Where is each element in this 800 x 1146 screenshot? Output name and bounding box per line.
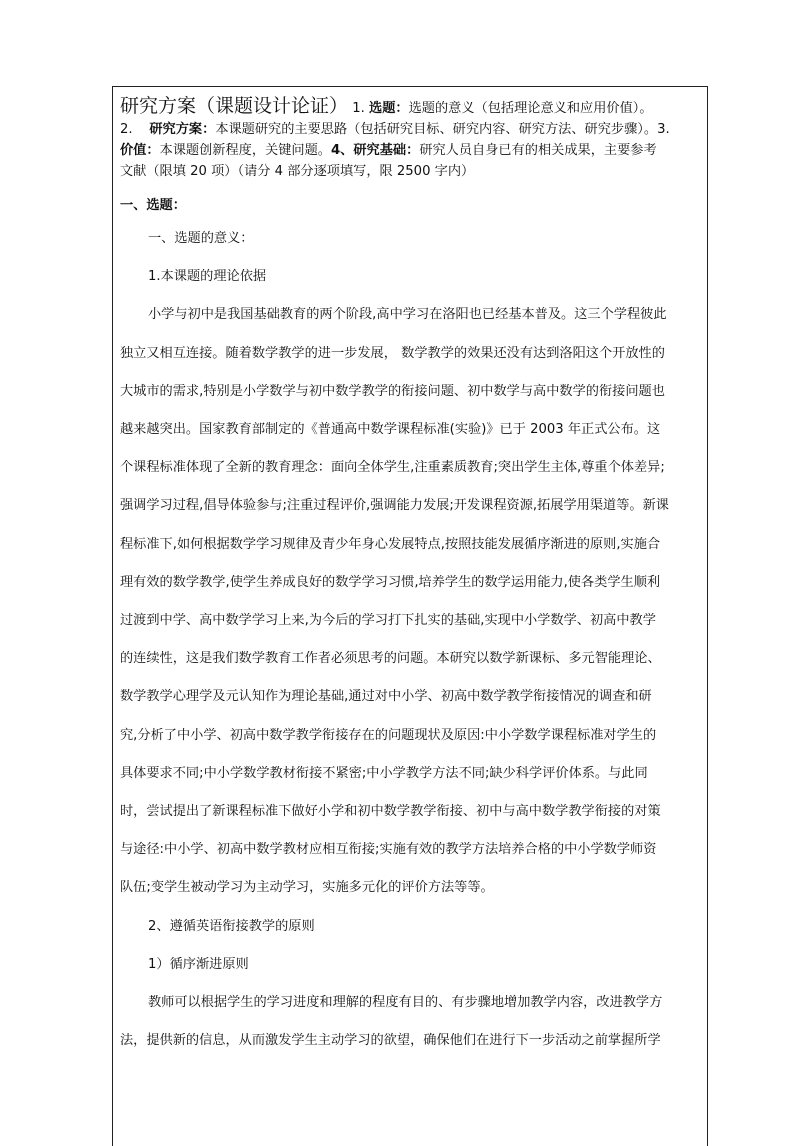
paragraph-line: 程标准下,如何根据数学学习规律及青少年身心发展特点,按照技能发展循序渐进的原则,实施合 — [120, 536, 661, 552]
form-title: 研究方案（课题设计论证） — [120, 95, 349, 117]
paragraph-line: 过渡到中学、高中数学学习上来,为今后的学习打下扎实的基础,实现中小学数学、初高中教学 — [120, 613, 656, 629]
item-1-label: 选题： — [369, 101, 409, 116]
heading-gradual-principle: 1）循序渐进原则 — [148, 956, 249, 972]
heading-principles: 2、遵循英语衔接教学的原则 — [148, 918, 315, 934]
item-3-text: 本课题创新程度，关键问题。 — [159, 143, 331, 158]
paragraph-line: 教师可以根据学生的学习进度和理解的程度有目的、有步骤地增加教学内容，改进教学方 — [148, 995, 663, 1011]
paragraph-line: 与途径:中小学、初高中数学教材应相互衔接;实施有效的教学方法培养合格的中小学数学师资 — [120, 842, 657, 858]
paragraph-line: 法，提供新的信息，从而激发学生主动学习的欲望，确保他们在进行下一步活动之前掌握所学 — [120, 1033, 661, 1049]
paragraph-theory — [120, 296, 702, 907]
paragraph-line: 小学与初中是我国基础教育的两个阶段,高中学习在洛阳也已经基本普及。这三个学程彼此 — [148, 307, 667, 323]
paragraph-line: 独立又相互连接。随着数学教学的进一步发展， 数学教学的效果还没有达到洛阳这个开放性的 — [120, 345, 665, 361]
paragraph-line: 个课程标准体现了全新的教育理念：面向全体学生,注重素质教育;突出学生主体,尊重个体差异; — [120, 460, 665, 476]
item-2-label: 研究方案： — [149, 122, 216, 137]
paragraph-line: 越来越突出。国家教育部制定的《普通高中数学课程标准(实验)》已于 2003 年正式公布。这 — [120, 422, 661, 438]
item-2-num: 2. — [120, 122, 133, 137]
paragraph-gradual — [120, 984, 702, 1060]
item-1-text: 选题的意义（包括理论意义和应用价值）。 — [408, 101, 653, 116]
document-body — [120, 220, 702, 1060]
paragraph-line: 的连续性，这是我们数学教育工作者必须思考的问题。本研究以数学新课标、多元智能理论、 — [120, 651, 661, 667]
item-3-label: 价值： — [120, 143, 160, 158]
paragraph-line: 究,分析了中小学、初高中数学教学衔接存在的问题现状及原因:中小学数学课程标准对学生的 — [120, 727, 657, 743]
paragraph-line: 理有效的数学教学,使学生养成良好的数学学习习惯,培养学生的数学运用能力,使各类学生顺利 — [120, 574, 661, 590]
heading-significance: 一、选题的意义： — [148, 231, 254, 246]
item-4-label: 4、研究基础： — [331, 143, 420, 158]
item-1-num: 1. — [352, 101, 365, 116]
item-2-text: 本课题研究的主要思路（包括研究目标、研究内容、研究方法、研究步骤）。3. — [215, 122, 670, 137]
form-header — [120, 96, 704, 182]
section-title: 一、选题： — [120, 198, 186, 213]
paragraph-line: 队伍;变学生被动学习为主动学习，实施多元化的评价方法等等。 — [120, 880, 494, 896]
paragraph-line: 大城市的需求,特别是小学数学与初中数学教学的衔接问题、初中数学与高中数学的衔接问题也 — [120, 383, 665, 399]
item-4-continued: 文献（限填 20 项）（请分 4 部分逐项填写，限 2500 字内） — [120, 164, 475, 179]
paragraph-line: 时，尝试提出了新课程标准下做好小学和初中数学教学衔接、初中与高中数学教学衔接的对策 — [120, 804, 661, 820]
paragraph-line: 数学教学心理学及元认知作为理论基础,通过对中小学、初高中数学教学衔接情况的调查和研 — [120, 689, 652, 705]
paragraph-line: 强调学习过程,倡导体验参与;注重过程评价,强调能力发展;开发课程资源,拓展学用渠道等。新课 — [120, 498, 669, 514]
heading-theory-basis: 1.本课题的理论依据 — [148, 269, 267, 285]
item-4-text: 研究人员自身已有的相关成果，主要参考 — [419, 143, 657, 158]
paragraph-line: 具体要求不同;中小学数学教材衔接不紧密;中小学教学方法不同;缺少科学评价体系。与此同 — [120, 765, 648, 781]
